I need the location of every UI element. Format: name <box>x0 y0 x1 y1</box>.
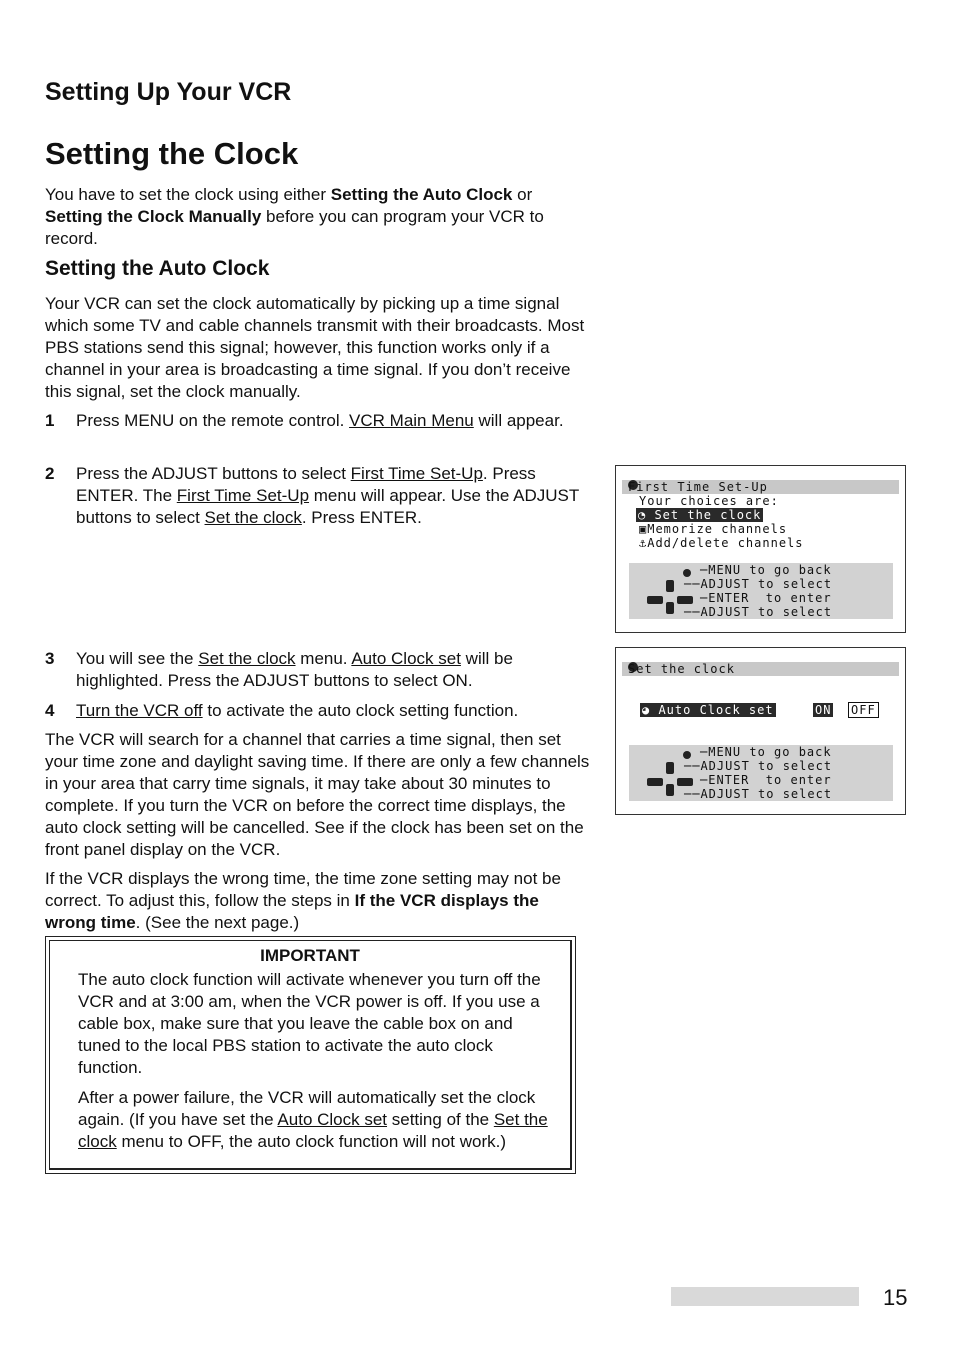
step-number: 4 <box>45 701 55 720</box>
help-adjust-line-2: ──ADJUST to select <box>684 787 833 801</box>
step-text: Press the ADJUST buttons to select First Time Set-Up. Press ENTER. The First Time Set-Up menu will appear. Use the ADJUST buttons to select Set the clock. Press ENTER. <box>76 464 579 527</box>
important-box <box>45 936 576 1174</box>
menu-bullet-icon: ◕ <box>642 703 659 717</box>
auto-clock-set-option[interactable]: ◕ Auto Clock set <box>642 703 774 717</box>
auto-clock-body: Your VCR can set the clock automatically by picking up a time signal which some TV and cable channels transmit with their broadcasts. Most PBS stations send this signal; however, this function works only if a channel in your area is broadcasting a time signal. If you don’t receive this signal, set the clock manually. <box>45 294 585 401</box>
intro-text-1: You have to set the clock using either <box>45 185 331 204</box>
menu-item-memorize-channels[interactable]: ▣Memorize channels <box>639 522 788 536</box>
help-adjust-line: ──ADJUST to select <box>684 577 833 591</box>
step-number: 3 <box>45 649 55 668</box>
on-option[interactable]: ON <box>815 703 832 717</box>
menu-ref-set-the-clock: Set the clock <box>78 1110 548 1151</box>
page-number: 15 <box>883 1285 908 1310</box>
set-the-clock-screen <box>615 647 906 815</box>
intro-paragraph <box>45 184 590 250</box>
action-ref-turn-vcr-off: Turn the VCR off <box>76 701 203 720</box>
menu-ref-vcr-main-menu: VCR Main Menu <box>349 411 474 430</box>
screen-title: First Time Set-Up <box>628 480 768 494</box>
auto-clock-heading: Setting the Auto Clock <box>45 257 270 280</box>
important-inner-frame <box>49 940 572 1170</box>
help-enter-line: ─ENTER to enter <box>700 773 832 787</box>
step-number: 2 <box>45 464 55 483</box>
off-option[interactable]: OFF <box>848 703 879 717</box>
screen-title-bar <box>622 662 899 676</box>
menu-item-add-delete-channels[interactable]: ⚓Add/delete channels <box>639 536 804 550</box>
antenna-icon: ⚓ <box>639 536 648 550</box>
intro-bold-auto-clock: Setting the Auto Clock <box>330 185 513 204</box>
menu-ref-set-the-clock: Set the clock <box>198 649 296 668</box>
ref-wrong-time-section: If the VCR displays the wrong time <box>45 891 539 932</box>
search-paragraph: The VCR will search for a channel that carries a time signal, then set your time zone and daylight saving time. If there are only a few channels in your area that carry time signals, it may take about 30 minutes to complete. If you turn the VCR on before the correct time displays, the auto clock setting will be cancelled. See if the clock has been set on the front panel display on the VCR. <box>45 730 590 859</box>
menu-ref-first-time-setup: First Time Set-Up <box>176 486 310 505</box>
intro-text-2: or <box>512 185 533 204</box>
step-text: Press MENU on the remote control. VCR Main Menu will appear. <box>76 411 564 430</box>
screen-title-bar <box>622 480 899 494</box>
channel-icon: ▣ <box>639 522 648 536</box>
intro-bold-manual-clock: Setting the Clock Manually <box>45 207 262 226</box>
page-title: Setting the Clock <box>45 136 299 171</box>
help-menu-line: ─MENU to go back <box>700 745 832 759</box>
menu-ref-auto-clock-set: Auto Clock set <box>351 649 461 668</box>
first-time-setup-screen <box>615 465 906 633</box>
important-heading: IMPORTANT <box>260 946 360 965</box>
step-number: 1 <box>45 411 55 430</box>
screen-subtitle: Your choices are: <box>639 494 779 508</box>
help-enter-line: ─ENTER to enter <box>700 591 832 605</box>
important-paragraph-2: After a power failure, the VCR will automatically set the clock again. (If you have set the Auto Clock set setting of the Set the clock menu to OFF, the auto clock function will not work.) <box>78 1088 548 1151</box>
menu-ref-first-time-setup: First Time Set-Up <box>350 464 483 483</box>
help-menu-line: ─MENU to go back <box>700 563 832 577</box>
screen-title: Set the clock <box>628 662 735 676</box>
important-paragraph-1: The auto clock function will activate whenever you turn off the VCR and at 3:00 am, when the VCR power is off. If you use a cable box, make sure that you leave the cable box on and tuned to the local PBS station to activate the auto clock function. <box>78 970 541 1077</box>
clock-icon: ◔ <box>638 508 655 522</box>
intro-text-3: before you can program your VCR to record. <box>45 207 544 248</box>
help-panel <box>629 563 893 619</box>
help-adjust-line-2: ──ADJUST to select <box>684 605 833 619</box>
menu-ref-auto-clock-set: Auto Clock set <box>277 1110 388 1129</box>
help-panel <box>629 745 893 801</box>
menu-ref-set-the-clock: Set the clock <box>204 508 302 527</box>
help-adjust-line: ──ADJUST to select <box>684 759 833 773</box>
step-text: You will see the Set the clock menu. Auto Clock set will be highlighted. Press the ADJUST buttons to select ON. <box>76 649 513 690</box>
step-text: Turn the VCR off to activate the auto clock setting function. <box>76 701 519 720</box>
footer-bar <box>671 1287 859 1306</box>
menu-item-set-the-clock[interactable]: ◔ Set the clock <box>638 508 762 522</box>
section-title: Setting Up Your VCR <box>45 78 292 106</box>
wrong-time-paragraph: If the VCR displays the wrong time, the time zone setting may not be correct. To adjust this, follow the steps in If the VCR displays the wrong time. (See the next page.) <box>45 869 561 932</box>
